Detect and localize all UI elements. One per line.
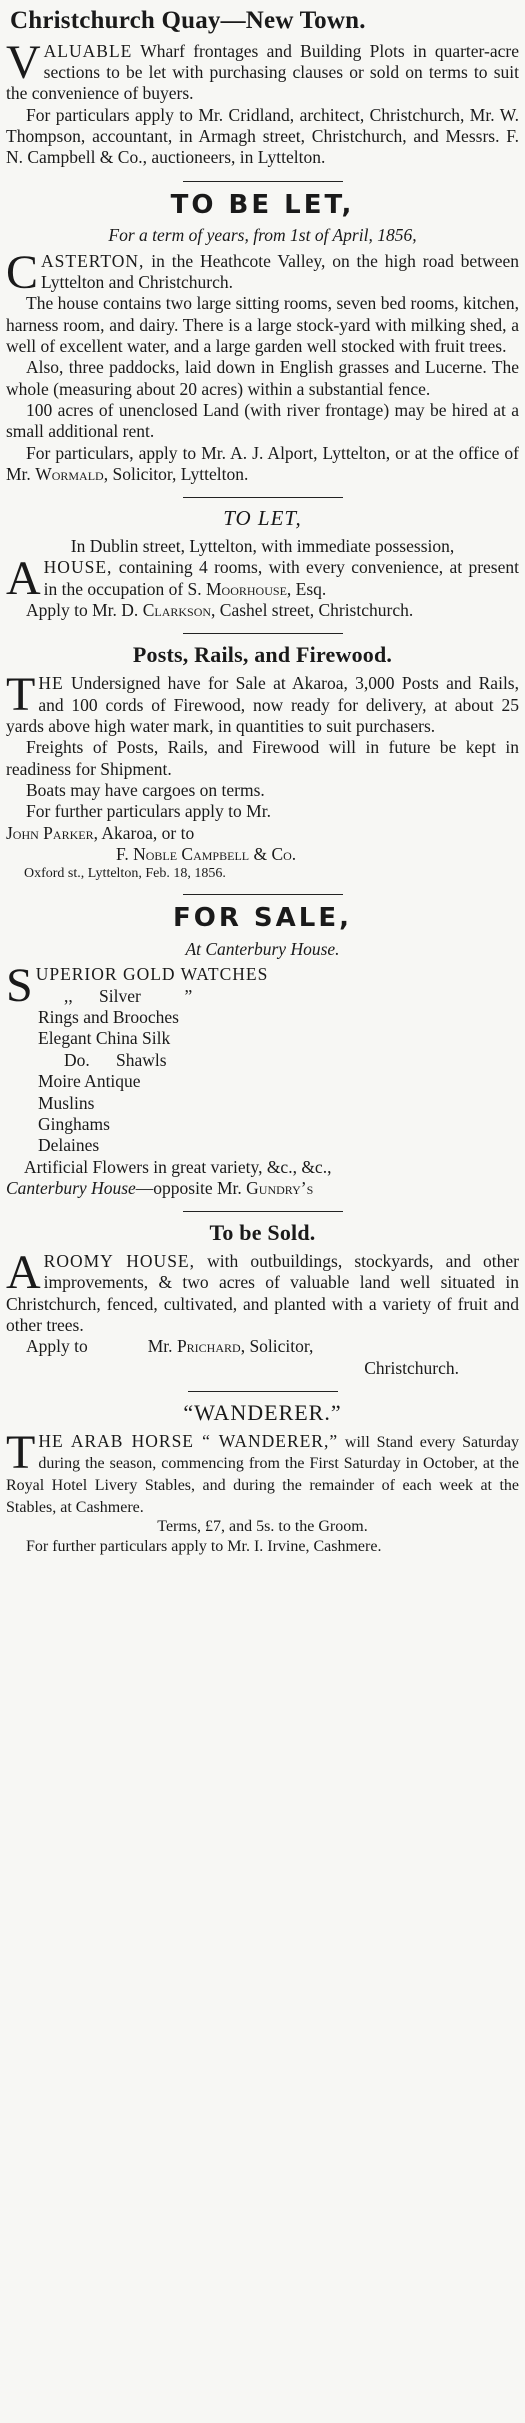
ad-christchurch-quay bbox=[6, 6, 519, 175]
body-text: will Stand every Saturday during the season, commencing from the First Saturday in October, at the Royal Hotel Livery Stables, and during the remainder of each week at the Stables, at Cashmere. bbox=[6, 1433, 519, 1516]
ad-subline: For a term of years, from 1st of April, 1856, bbox=[108, 225, 417, 246]
list-item: Delaines bbox=[38, 1135, 100, 1156]
ad-heading: FOR SALE, bbox=[173, 903, 352, 934]
list-item: Rings and Brooches bbox=[38, 1007, 179, 1028]
paragraph: The house contains two large sitting rooms, seven bed rooms, kitchen, harness room, and dairy. There is a large stock-yard with milking shed, a well of excellent water, and a large garden well stocked with fruit trees. bbox=[6, 293, 519, 356]
contact-text: , Cashel street, Christchurch. bbox=[211, 600, 414, 621]
body-text: Wharf frontages and Building Plots in quarter-acre sections to be let with purchasing clauses or sold on terms to suit the convenience of buyers. bbox=[6, 40, 519, 104]
ad-body bbox=[6, 245, 519, 299]
drop-cap: C bbox=[6, 245, 39, 299]
lead-word: ALUABLE bbox=[43, 40, 133, 61]
list-item: Muslins bbox=[38, 1092, 95, 1113]
divider bbox=[183, 894, 343, 895]
contact-text: Mr. bbox=[147, 1336, 177, 1357]
ad-body bbox=[6, 1246, 519, 1336]
ad-heading: Posts, Rails, and Firewood. bbox=[132, 642, 393, 668]
contact-place: Christchurch. bbox=[364, 1357, 459, 1378]
contact-text: For particulars, apply to Mr. A. J. Alport, Lyttelton, or at the office of Mr. bbox=[6, 442, 519, 485]
lead-word: HE ARAB HORSE “ WANDERER,” bbox=[38, 1430, 339, 1451]
paragraph: Artificial Flowers in great variety, &c., &c., bbox=[24, 1156, 332, 1177]
ad-heading: Christchurch Quay—New Town. bbox=[10, 7, 366, 34]
body-text: in the Heathcote Valley, on the high road between Lyttelton and Christchurch. bbox=[41, 250, 519, 292]
drop-cap: A bbox=[6, 552, 41, 606]
contact-text: , Solicitor, Lyttelton. bbox=[103, 464, 249, 485]
paragraph: 100 acres of unenclosed Land (with river frontage) may be hired at a small additional rent. bbox=[6, 400, 519, 442]
drop-cap: T bbox=[6, 668, 36, 722]
contact-text: Apply to Mr. D. bbox=[26, 600, 143, 621]
paragraph: Also, three paddocks, laid down in English grasses and Lucerne. The whole (measuring about 20 acres) within a substantial fence. bbox=[6, 357, 519, 399]
list-item: Do. Shawls bbox=[64, 1049, 167, 1070]
lead-word: ROOMY HOUSE, bbox=[43, 1251, 195, 1272]
contact-name: John Parker bbox=[6, 822, 94, 843]
divider bbox=[183, 181, 343, 182]
divider bbox=[188, 1391, 338, 1392]
contact-paragraph: For particulars apply to Mr. Cridland, architect, Christchurch, Mr. W. Thompson, accountant, in Armagh street, Christchurch, and Messrs. F. N. Campbell & Co., auctioneers, in Lyttelton. bbox=[6, 104, 519, 168]
divider bbox=[183, 1211, 343, 1212]
contact-text: , Akaroa, or to bbox=[93, 822, 195, 843]
contact-paragraph bbox=[6, 443, 519, 486]
drop-cap: V bbox=[6, 35, 41, 89]
contact-paragraph bbox=[6, 1336, 519, 1357]
body-text: containing 4 rooms, with every convenience, at present in the occupation of S. bbox=[43, 557, 519, 599]
contact-paragraph bbox=[6, 600, 519, 621]
ad-body bbox=[6, 35, 519, 105]
landmark-name: Gundry’s bbox=[246, 1177, 314, 1198]
occupant-name: Moorhouse bbox=[206, 578, 287, 599]
ad-heading: “WANDERER.” bbox=[183, 1400, 342, 1426]
ad-heading: TO BE LET, bbox=[170, 189, 355, 220]
body-text: , Esq. bbox=[286, 578, 327, 599]
dateline: Oxford st., Lyttelton, Feb. 18, 1856. bbox=[24, 866, 226, 882]
lead-word: ASTERTON, bbox=[41, 250, 145, 271]
contact-name: Clarkson bbox=[142, 600, 212, 621]
list-item: Elegant China Silk bbox=[38, 1028, 171, 1049]
ad-location: In Dublin street, Lyttelton, with immediate possession, bbox=[70, 536, 455, 557]
ad-subline: At Canterbury House. bbox=[185, 939, 340, 960]
paragraph: Freights of Posts, Rails, and Firewood will in future be kept in readiness for Shipment. bbox=[6, 737, 519, 779]
list-item: Ginghams bbox=[38, 1113, 110, 1134]
ad-roomy-house bbox=[6, 1220, 519, 1385]
divider bbox=[183, 633, 343, 634]
drop-cap: A bbox=[6, 1246, 41, 1300]
store-name: Canterbury House bbox=[6, 1177, 136, 1198]
ad-body bbox=[6, 668, 519, 737]
drop-cap: S bbox=[6, 959, 33, 1013]
list-item: Moire Antique bbox=[38, 1071, 141, 1092]
body-text: Undersigned have for Sale at Akaroa, 3,000 Posts and Rails, and 100 cords of Firewood, now ready for delivery, at about 25 yards above high water mark, in quantities to suit purchasers. bbox=[6, 673, 519, 736]
lead-word: HE bbox=[38, 673, 64, 694]
ad-heading: TO LET, bbox=[223, 506, 302, 531]
ad-heading: To be Sold. bbox=[209, 1220, 316, 1246]
lead-word: HOUSE, bbox=[43, 557, 113, 578]
terms-line: Terms, £7, and 5s. to the Groom. bbox=[157, 1518, 368, 1536]
contact-paragraph: For further particulars apply to Mr. I. Irvine, Cashmere. bbox=[26, 1537, 382, 1555]
ad-wanderer bbox=[6, 1400, 519, 1562]
contact-name: Wormald bbox=[35, 464, 104, 485]
signature: F. Noble Campbell & Co. bbox=[116, 843, 297, 864]
body-text: with outbuildings, stockyards, and other improvements, & two acres of valuable land well situated in Christchurch, fenced, cultivated, and planted with a variety of fruit and other trees. bbox=[6, 1251, 519, 1336]
divider bbox=[183, 497, 343, 498]
ad-dublin-street bbox=[6, 506, 519, 627]
ad-body bbox=[6, 552, 519, 606]
ad-for-sale-canterbury-house bbox=[6, 903, 519, 1205]
paragraph bbox=[6, 823, 519, 844]
ad-posts-rails-firewood bbox=[6, 642, 519, 888]
paragraph: For further particulars apply to Mr. bbox=[26, 801, 271, 822]
contact-text: , Solicitor, bbox=[240, 1336, 314, 1357]
list-item: ,, Silver ” bbox=[64, 985, 193, 1006]
contact-name: Prichard bbox=[176, 1336, 241, 1357]
ad-casterton bbox=[6, 190, 519, 492]
paragraph: Boats may have cargoes on terms. bbox=[26, 779, 265, 800]
apply-label: Apply to bbox=[26, 1336, 88, 1357]
ad-body bbox=[6, 1425, 519, 1517]
lead-word: UPERIOR GOLD WATCHES bbox=[35, 964, 269, 985]
drop-cap: T bbox=[6, 1425, 36, 1479]
location-text: —opposite Mr. bbox=[135, 1177, 247, 1198]
goods-list bbox=[38, 986, 519, 1157]
location-line bbox=[6, 1178, 519, 1199]
